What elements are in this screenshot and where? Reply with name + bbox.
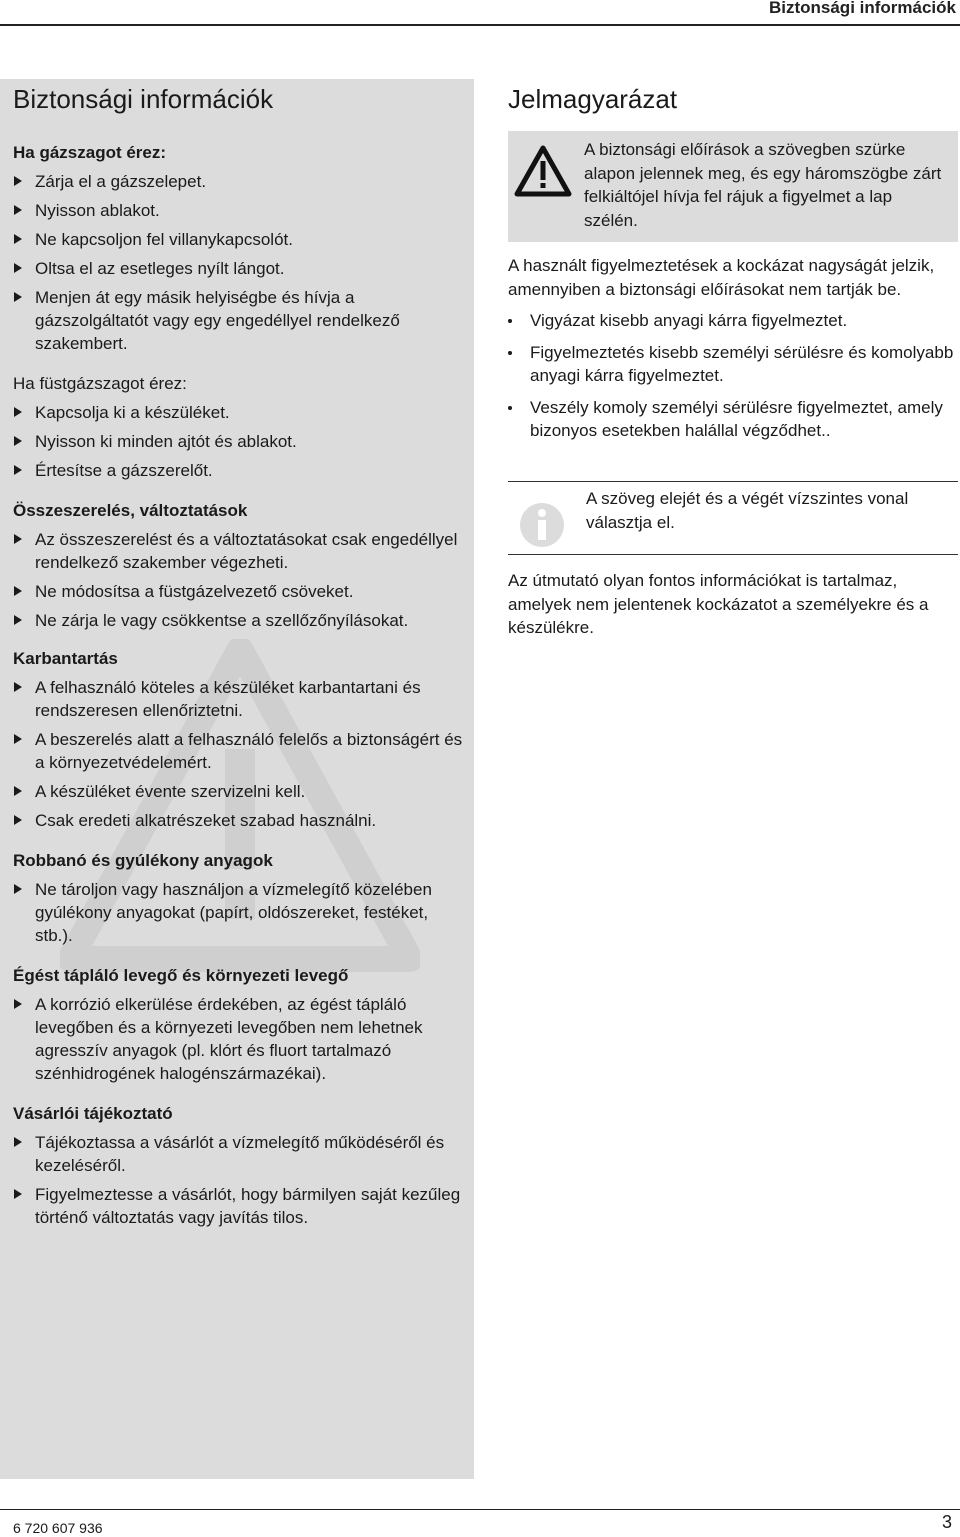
warning-note-box [508,131,958,242]
list-item: Ne módosítsa a füstgázelvezető csöveket. [13,580,468,603]
triangle-bullet-icon [14,999,22,1009]
list-item: Értesítse a gázszerelőt. [13,459,468,482]
list-item: Figyelmeztesse a vásárlót, hogy bármilyen saját kezűleg történő változtatás vagy javítás tilos. [13,1183,468,1229]
list-item: Ne tároljon vagy használjon a vízmelegítő közelében gyúlékony anyagokat (papírt, oldószereket, festéket, stb.). [13,878,468,947]
triangle-bullet-icon [14,436,22,446]
gas-list [13,170,468,355]
combustion-air-list [13,993,468,1085]
list-item: Ne zárja le vagy csökkentse a szellőzőnyílásokat. [13,609,468,632]
maintenance-list [13,676,468,832]
legend-column [508,79,958,637]
warning-triangle-icon [514,145,572,197]
list-item: A beszerelés alatt a felhasználó felelős a biztonságért és a környezetvédelemért. [13,728,468,774]
triangle-bullet-icon [14,407,22,417]
triangle-bullet-icon [14,292,22,302]
legend-title: Jelmagyarázat [508,84,678,114]
section-heading-combustion-air: Égést tápláló levegő és környezeti levegő [13,966,349,985]
warning-levels-list [508,309,958,443]
list-item: A felhasználó köteles a készüléket karbantartani és rendszeresen ellenőriztetni. [13,676,468,722]
info-top-rule [508,481,958,482]
triangle-bullet-icon [14,884,22,894]
triangle-bullet-icon [14,176,22,186]
section-heading-assembly: Összeszerelés, változtatások [13,501,248,520]
customer-info-list [13,1131,468,1229]
warnings-paragraph: A használt figyelmeztetések a kockázat nagyságát jelzik, amennyiben a biztonsági előírásokat nem tartják be. [508,256,935,299]
list-item: Nyisson ki minden ajtót és ablakot. [13,430,468,453]
triangle-bullet-icon [14,263,22,273]
document-number: 6 720 607 936 [13,1520,103,1536]
list-item: Veszély komoly személyi sérülésre figyelmeztet, amely bizonyos esetekben halállal végződhet.. [508,396,958,443]
list-item: Nyisson ablakot. [13,199,468,222]
list-item: Zárja el a gázszelepet. [13,170,468,193]
section-heading-customer-info: Vásárlói tájékoztató [13,1104,173,1123]
list-item: Oltsa el az esetleges nyílt lángot. [13,257,468,280]
triangle-bullet-icon [14,786,22,796]
legend-body [508,254,958,451]
triangle-bullet-icon [14,586,22,596]
running-header: Biztonsági információk [768,0,956,17]
triangle-bullet-icon [14,682,22,692]
page-number: 3 [941,1512,952,1532]
warning-note-text: A biztonsági előírások a szövegben szürke alapon jelennek meg, és egy háromszögbe zárt felkiáltójel hívja fel rájuk a figyelmet a lap szélén. [584,140,942,230]
list-item: Az összeszerelést és a változtatásokat csak engedéllyel rendelkező szakember végezheti. [13,528,468,574]
list-item: Kapcsolja ki a készüléket. [13,401,468,424]
list-item: A korrózió elkerülése érdekében, az égést tápláló levegőben és a környezeti levegőben nem lehetnek agresszív anyagok (pl. klórt és fluort tartalmazó szénhidrogének halogénszármazékai). [13,993,468,1085]
info-bottom-rule [508,554,958,555]
section-heading-maintenance: Karbantartás [13,649,118,668]
triangle-bullet-icon [14,734,22,744]
section-heading-flue-gas: Ha füstgázszagot érez: [13,374,187,393]
page-title: Biztonsági információk [13,84,274,114]
list-item: Tájékoztassa a vásárlót a vízmelegítő működéséről és kezeléséről. [13,1131,468,1177]
list-item: Csak eredeti alkatrészeket szabad használni. [13,809,468,832]
assembly-list [13,528,468,632]
triangle-bullet-icon [14,534,22,544]
flue-gas-list [13,401,468,482]
triangle-bullet-icon [14,615,22,625]
info-icon [518,501,566,549]
triangle-bullet-icon [14,465,22,475]
list-item: Figyelmeztetés kisebb személyi sérülésre és komolyabb anyagi kárra figyelmeztet. [508,341,958,388]
safety-panel [0,79,474,1479]
triangle-bullet-icon [14,234,22,244]
section-heading-flammables: Robbanó és gyúlékony anyagok [13,851,273,870]
list-item: Vigyázat kisebb anyagi kárra figyelmeztet. [508,309,958,333]
footer-rule [0,1509,960,1510]
info-note-text: A szöveg elejét és a végét vízszintes vonal választja el. [586,489,909,532]
list-item: Ne kapcsoljon fel villanykapcsolót. [13,228,468,251]
triangle-bullet-icon [14,1189,22,1199]
list-item: A készüléket évente szervizelni kell. [13,780,468,803]
safety-content [13,79,468,1235]
list-item: Menjen át egy másik helyiségbe és hívja a gázszolgáltatót vagy egy engedéllyel rendelkező szakembert. [13,286,468,355]
triangle-bullet-icon [14,815,22,825]
flammables-list [13,878,468,947]
section-heading-gas: Ha gázszagot érez: [13,143,167,162]
info-paragraph: Az útmutató olyan fontos információkat is tartalmaz, amelyek nem jelentenek kockázatot a személyekre és a készülékre. [508,571,929,637]
header-rule [0,24,960,26]
triangle-bullet-icon [14,205,22,215]
triangle-bullet-icon [14,1137,22,1147]
